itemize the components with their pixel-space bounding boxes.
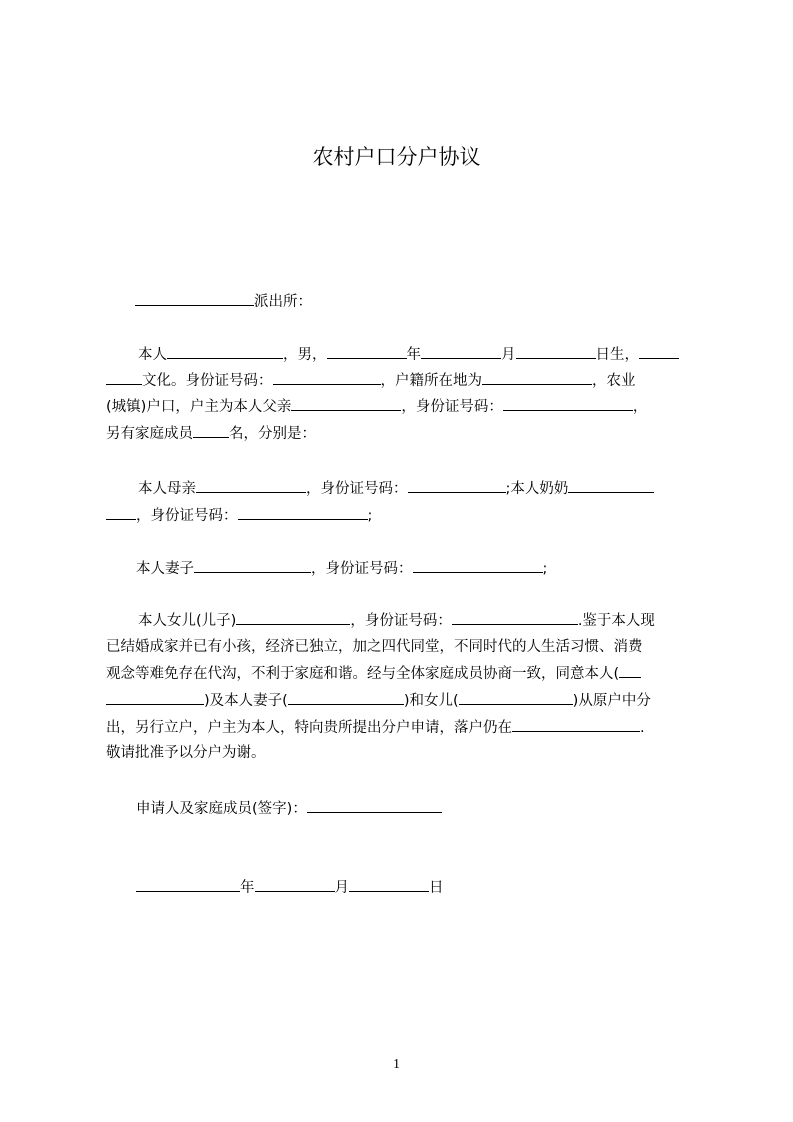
grandmother-name-blank-part1[interactable]	[568, 478, 654, 493]
para4-line6: 敬请批准予以分户为谢。	[106, 745, 266, 761]
date-line: 年 月 日	[136, 877, 444, 898]
name-blank[interactable]	[167, 344, 283, 359]
daughter-name-blank[interactable]	[459, 690, 573, 705]
father-id-blank[interactable]	[503, 396, 633, 411]
mother-id-blank[interactable]	[408, 478, 506, 493]
id-number-blank[interactable]	[273, 370, 381, 385]
police-station-blank[interactable]	[135, 291, 254, 306]
birth-month-blank[interactable]	[421, 344, 501, 359]
father-name-blank[interactable]	[291, 396, 401, 411]
date-day-blank[interactable]	[349, 877, 429, 892]
grandmother-id-blank[interactable]	[238, 505, 368, 520]
para2-line1: 本人母亲 ，身份证号码： ;本人奶奶	[138, 478, 654, 499]
para1-line4: 另有家庭成员 名，分别是：	[106, 423, 316, 444]
birth-year-blank[interactable]	[327, 344, 407, 359]
addressee-line: 派出所：	[135, 291, 312, 312]
para4-line1: 本人女儿(儿子) ，身份证号码： .鉴于本人现	[138, 610, 655, 631]
signature-blank[interactable]	[307, 798, 442, 813]
para4-line3: 观念等难免存在代沟，不利于家庭和谐。经与全体家庭成员协商一致，同意本人(	[106, 663, 641, 684]
para4-line5: 出，另行立户，户主为本人，特向贵所提出分户申请，落户仍在 .	[106, 717, 645, 738]
para1-line2: 文化。身份证号码： ，户籍所在地为 ，农业	[106, 370, 636, 391]
page-number: 1	[393, 1057, 400, 1072]
self-name-blank-part1[interactable]	[619, 663, 641, 678]
para4-line2: 已结婚成家并已有小孩，经济已独立，加之四代同堂，不同时代的人生活习惯、消费	[106, 639, 643, 655]
para2-line2: ，身份证号码： ;	[106, 505, 372, 526]
para1-line1: 本人 ，男， 年 月 日生，	[138, 344, 679, 365]
child-name-blank[interactable]	[236, 610, 350, 625]
birth-day-blank[interactable]	[516, 344, 596, 359]
document-title: 农村户口分户协议	[312, 145, 481, 169]
date-month-blank[interactable]	[255, 877, 335, 892]
signature-line: 申请人及家庭成员(签字)：	[136, 798, 442, 819]
education-blank-part2[interactable]	[106, 370, 142, 385]
para1-line3: (城镇)户口，户主为本人父亲 ，身份证号码： ，	[106, 396, 647, 417]
para3-line: 本人妻子 ，身份证号码： ;	[136, 558, 547, 579]
self-name-blank-part2[interactable]	[106, 690, 204, 705]
member-count-blank[interactable]	[193, 423, 229, 438]
mother-name-blank[interactable]	[196, 478, 306, 493]
grandmother-name-blank-part2[interactable]	[106, 505, 136, 520]
residence-blank[interactable]	[482, 370, 592, 385]
child-id-blank[interactable]	[452, 610, 578, 625]
wife-name-blank[interactable]	[194, 558, 311, 573]
para4-line4: )及本人妻子( )和女儿( )从原户中分	[106, 690, 651, 711]
settle-location-blank[interactable]	[512, 717, 640, 732]
date-year-blank[interactable]	[136, 877, 240, 892]
wife-id-blank[interactable]	[413, 558, 543, 573]
education-blank-part1[interactable]	[639, 344, 679, 359]
wife-name-blank-2[interactable]	[288, 690, 404, 705]
